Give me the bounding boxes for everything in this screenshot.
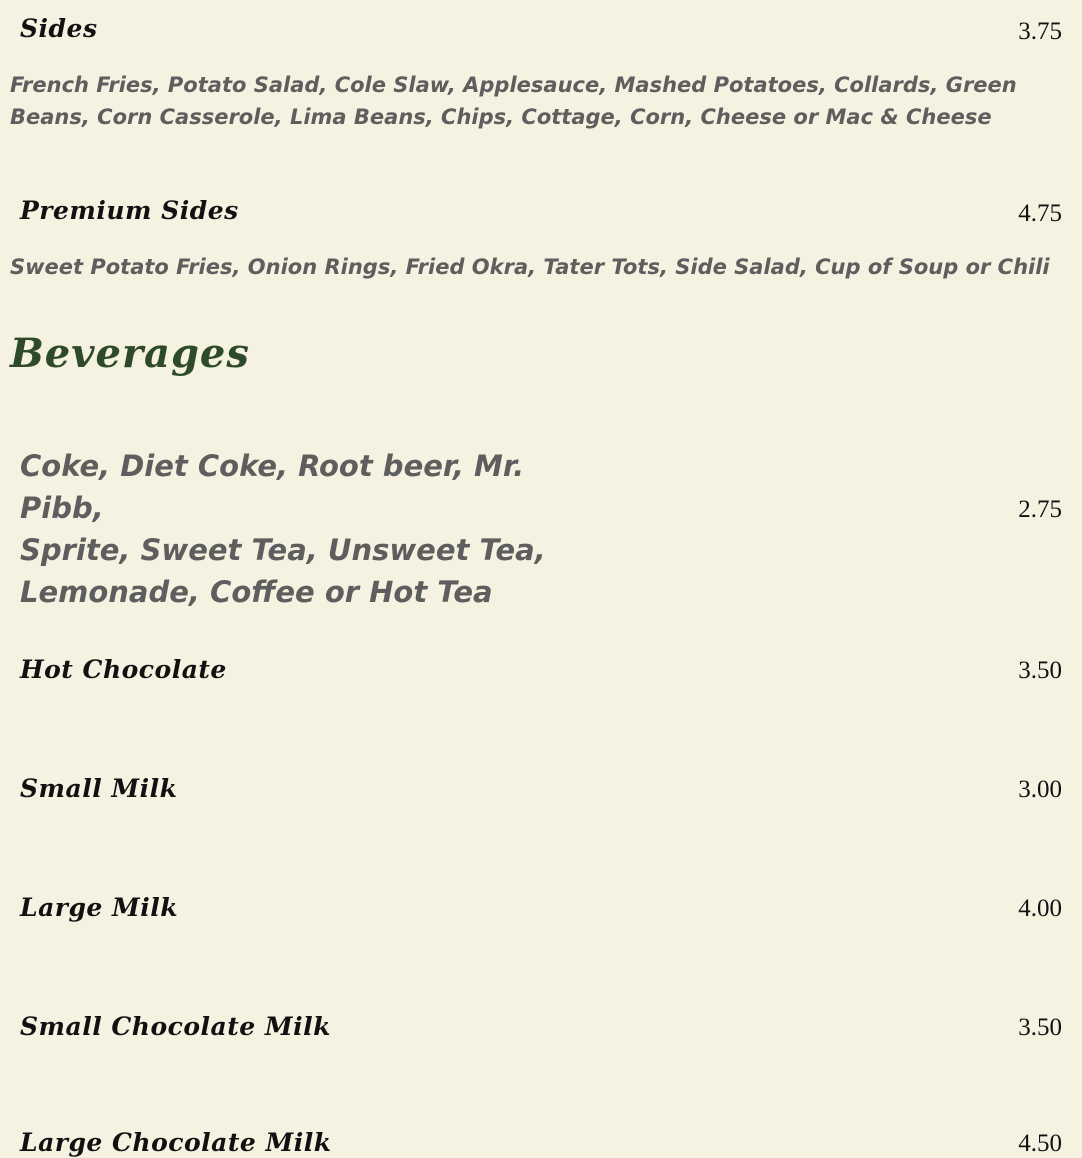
sides-price: 3.75 (1018, 18, 1062, 45)
large-chocolate-milk-price: 4.50 (1018, 1130, 1062, 1157)
sides-description: French Fries, Potato Salad, Cole Slaw, Applesauce, Mashed Potatoes, Collards, Green Beans, Corn Casserole, Lima Beans, Chips, Cottage, Corn, Cheese or Mac & Cheese (10, 73, 1017, 129)
soft-drinks-price: 2.75 (1018, 496, 1062, 523)
soft-drinks-list (20, 445, 580, 613)
small-chocolate-milk-price: 3.50 (1018, 1014, 1062, 1041)
soft-drinks-line: Sprite, Sweet Tea, Unsweet Tea, (20, 533, 546, 567)
hot-chocolate-name: Hot Chocolate (20, 655, 227, 684)
sides-title: Sides (20, 14, 98, 43)
beverages-heading: Beverages (10, 330, 250, 377)
premium-sides-price: 4.75 (1018, 200, 1062, 227)
large-milk-name: Large Milk (20, 893, 179, 922)
premium-sides-description: Sweet Potato Fries, Onion Rings, Fried Okra, Tater Tots, Side Salad, Cup of Soup or Chili (10, 255, 1050, 279)
large-milk-price: 4.00 (1018, 895, 1062, 922)
small-chocolate-milk-name: Small Chocolate Milk (20, 1012, 331, 1041)
large-chocolate-milk-name: Large Chocolate Milk (20, 1128, 332, 1157)
soft-drinks-line: Coke, Diet Coke, Root beer, Mr. Pibb, (20, 449, 525, 525)
small-milk-name: Small Milk (20, 774, 178, 803)
hot-chocolate-price: 3.50 (1018, 657, 1062, 684)
premium-sides-title: Premium Sides (20, 196, 239, 225)
soft-drinks-line: Lemonade, Coffee or Hot Tea (20, 575, 493, 609)
small-milk-price: 3.00 (1018, 776, 1062, 803)
